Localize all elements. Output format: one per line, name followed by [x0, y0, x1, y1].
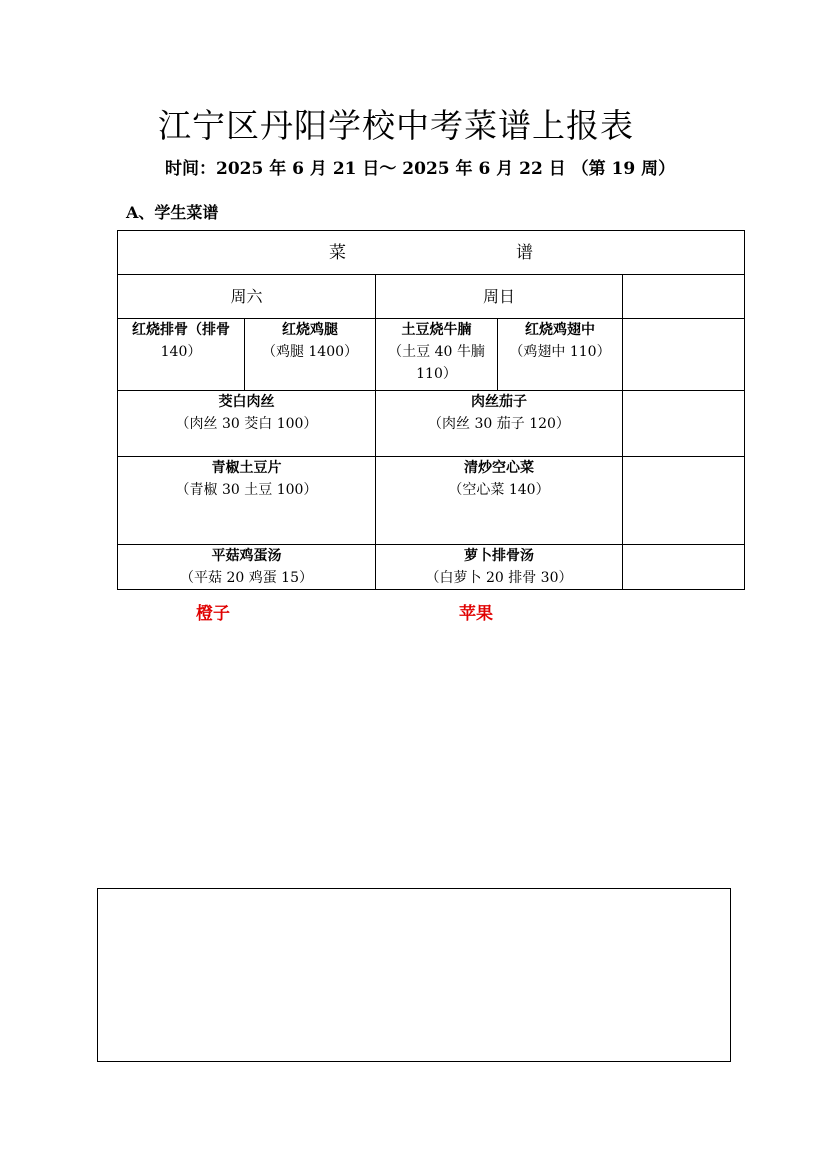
dish-detail: （鸡翅中 110） [509, 344, 611, 360]
dish-name: 红烧排骨（排骨 [132, 322, 230, 338]
table-row [118, 391, 745, 457]
dish-detail: （平菇 20 鸡蛋 15） [180, 570, 313, 586]
dish-detail: （青椒 30 土豆 100） [175, 482, 318, 498]
day-header-sunday: 周日 [376, 275, 623, 319]
menu-cell [118, 391, 376, 457]
table-row [118, 275, 745, 319]
menu-header-right: 谱 [516, 242, 534, 263]
empty-cell [623, 457, 745, 545]
empty-cell [623, 545, 745, 590]
dish-detail: （白萝卜 20 排骨 30） [425, 570, 573, 586]
menu-cell [245, 319, 376, 391]
empty-cell [623, 275, 745, 319]
dish-detail: 110） [416, 366, 457, 382]
menu-header-cell [118, 231, 745, 275]
menu-header-left: 菜 [329, 242, 347, 263]
dish-name: 茭白肉丝 [218, 394, 275, 410]
section-a-heading: A、学生菜谱 [126, 203, 219, 222]
dish-name: 红烧鸡腿 [282, 322, 338, 338]
empty-cell [623, 319, 745, 391]
menu-table [117, 230, 745, 590]
dish-detail: （肉丝 30 茭白 100） [175, 416, 318, 432]
dish-detail: （鸡腿 1400） [261, 344, 359, 360]
menu-cell [118, 457, 376, 545]
menu-cell [118, 545, 376, 590]
dish-name: 萝卜排骨汤 [464, 548, 534, 564]
dish-name: 肉丝茄子 [471, 394, 527, 410]
page-title: 江宁区丹阳学校中考菜谱上报表 [158, 106, 634, 145]
menu-cell [376, 545, 623, 590]
dish-name: 青椒土豆片 [211, 460, 282, 476]
dish-name: 红烧鸡翅中 [525, 322, 595, 338]
dish-name: 土豆烧牛腩 [401, 322, 472, 338]
dish-name: 平菇鸡蛋汤 [211, 548, 282, 564]
menu-cell [118, 319, 245, 391]
menu-cell [376, 457, 623, 545]
fruit-sunday: 苹果 [459, 604, 493, 624]
menu-cell [498, 319, 623, 391]
dish-name: 清炒空心菜 [464, 460, 534, 476]
dish-detail: （空心菜 140） [448, 482, 550, 498]
table-row [118, 457, 745, 545]
date-range: 时间：2025 年 6 月 21 日～ 2025 年 6 月 22 日 （第 19 周） [165, 159, 676, 179]
table-row [118, 545, 745, 590]
menu-cell [376, 319, 498, 391]
empty-cell [623, 391, 745, 457]
dish-detail: 140） [160, 344, 202, 360]
table-row [118, 231, 745, 275]
dish-detail: （土豆 40 牛腩 [388, 344, 485, 360]
day-header-saturday: 周六 [118, 275, 376, 319]
dish-detail: （肉丝 30 茄子 120） [428, 416, 570, 432]
fruit-saturday: 橙子 [196, 604, 230, 624]
menu-cell [376, 391, 623, 457]
notes-box [97, 888, 731, 1062]
table-row [118, 319, 745, 391]
